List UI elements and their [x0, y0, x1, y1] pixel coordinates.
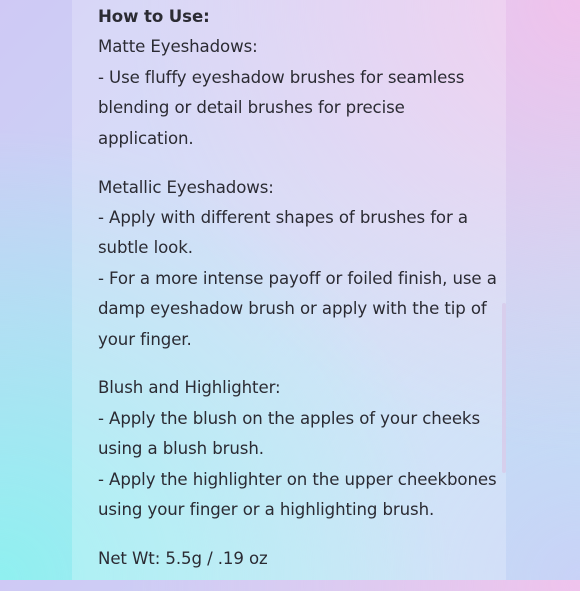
- text-line: using a blush brush.: [98, 439, 264, 459]
- scrollbar-thumb[interactable]: [502, 303, 506, 473]
- section-title: Metallic Eyeshadows:: [98, 177, 274, 197]
- text-line: damp eyeshadow brush or apply with the tip of: [98, 299, 487, 319]
- blush-highlighter-section: [98, 373, 498, 525]
- text-line: - Apply the blush on the apples of your cheeks: [98, 408, 480, 428]
- how-to-use-heading: How to Use:: [98, 7, 210, 26]
- product-description: [98, 2, 498, 591]
- net-weight: Net Wt: 5.5g / .19 oz: [98, 549, 268, 568]
- matte-eyeshadows-section: [98, 32, 498, 154]
- text-line: your finger.: [98, 329, 192, 349]
- text-line: application.: [98, 128, 194, 148]
- text-line: - Apply the highlighter on the upper cheekbones: [98, 469, 497, 489]
- text-line: blending or detail brushes for precise: [98, 98, 405, 118]
- text-line: using your finger or a highlighting brush.: [98, 500, 435, 520]
- section-title: Blush and Highlighter:: [98, 378, 281, 398]
- text-line: - Apply with different shapes of brushes for a: [98, 207, 468, 227]
- metallic-eyeshadows-section: [98, 173, 498, 355]
- section-title: Matte Eyeshadows:: [98, 37, 258, 57]
- text-line: - Use fluffy eyeshadow brushes for seamless: [98, 67, 465, 87]
- text-line: - For a more intense payoff or foiled finish, use a: [98, 268, 497, 288]
- text-line: subtle look.: [98, 238, 193, 258]
